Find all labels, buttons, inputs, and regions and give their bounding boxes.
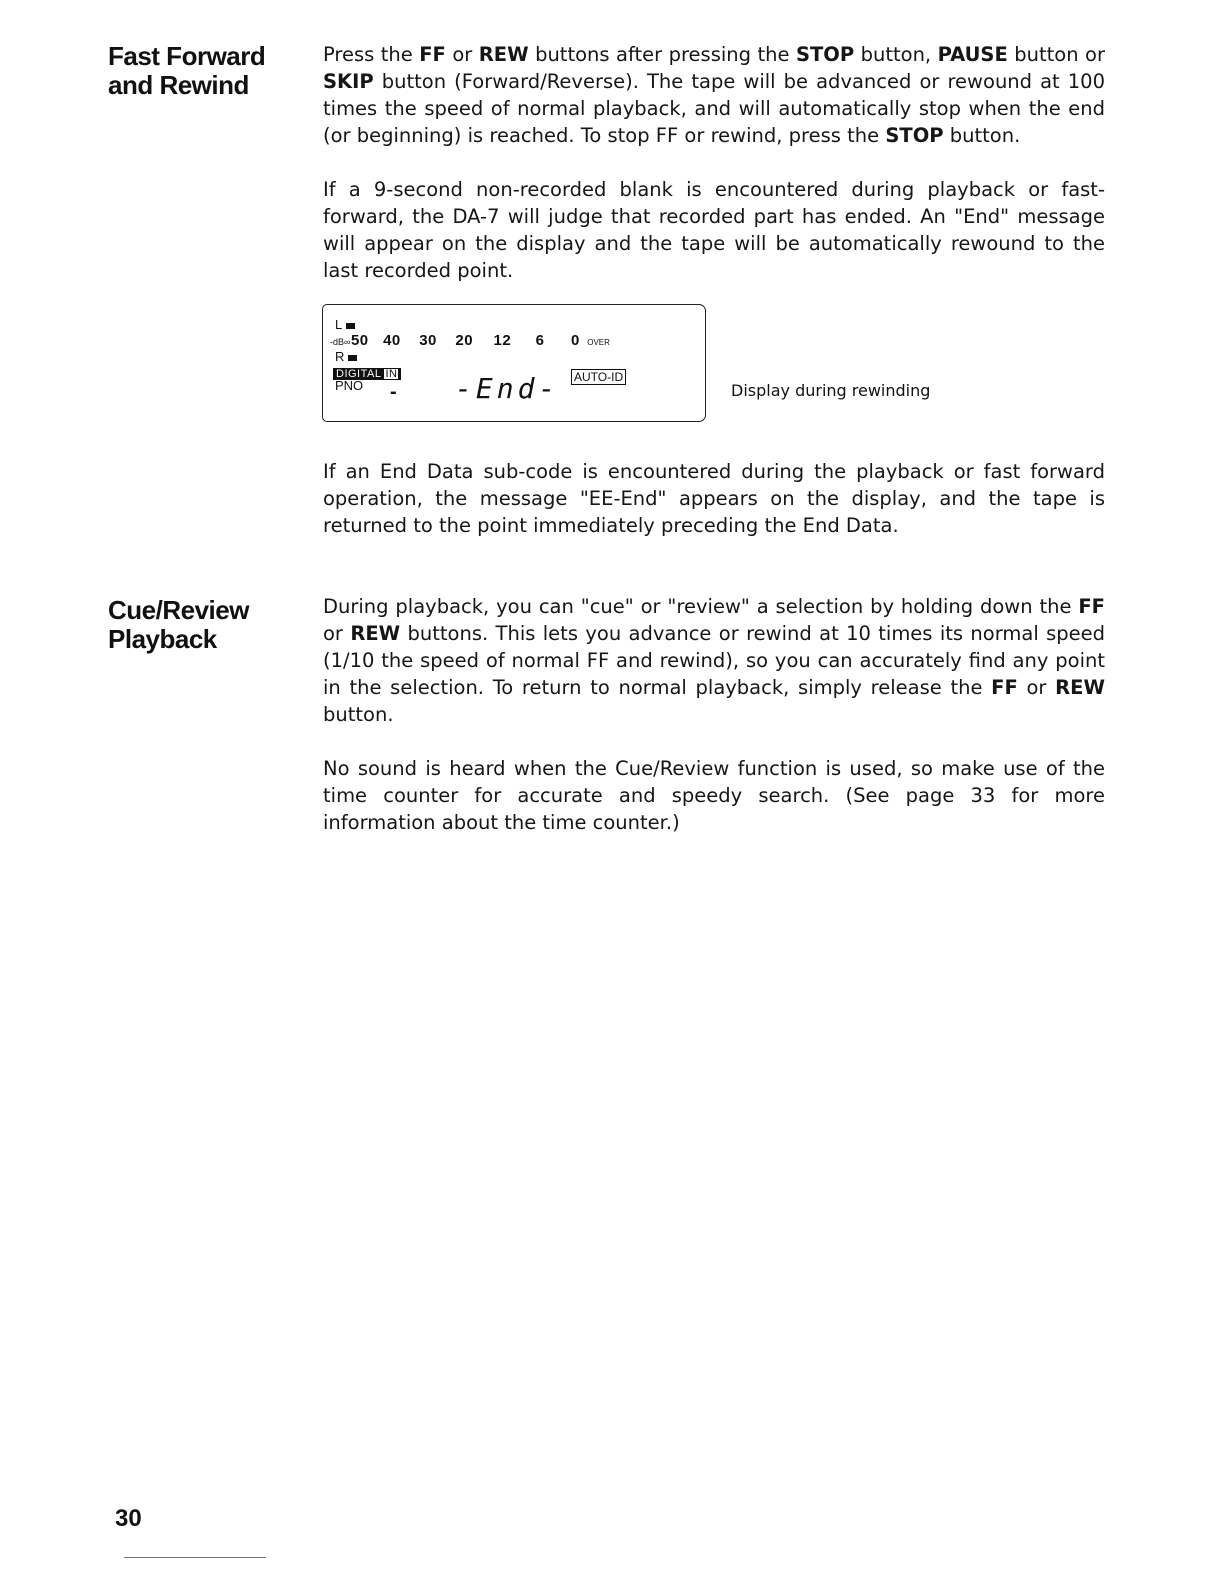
text-run: or — [1017, 676, 1056, 699]
lcd-display-illustration — [322, 304, 706, 422]
bold-term: PAUSE — [937, 43, 1008, 66]
text-run: button. — [943, 124, 1021, 147]
text-run: Press the — [323, 43, 420, 66]
right-channel-meter: R — [335, 349, 357, 364]
text-run: button, — [854, 43, 938, 66]
page-number: 30 — [115, 1505, 142, 1532]
text-run: buttons after pressing the — [528, 43, 796, 66]
text-run: buttons. This lets you advance or rewind at 10 times its normal speed (1/10 the speed of normal FF and rewind), so you can accurately find any point in the selection. To return to normal playback, simply release the — [323, 622, 1105, 699]
heading-line-2: and Rewind — [108, 70, 249, 100]
left-channel-meter: L — [335, 317, 355, 332]
pno-dash: - — [390, 381, 397, 403]
bold-term: FF — [419, 43, 446, 66]
paragraph-cue-review — [323, 593, 1105, 728]
heading-line-1: Cue/Review — [108, 595, 249, 625]
meter-bar — [346, 323, 355, 329]
bold-term: FF — [1078, 595, 1105, 618]
text-run: If an End Data sub-code is encountered during the playback or fast forward operation, the message "EE-End" appears on the display, and the tape is returned to the point immediately preceding the End Data. — [323, 460, 1105, 537]
bold-term: STOP — [885, 124, 944, 147]
display-caption: Display during rewinding — [731, 381, 931, 400]
bold-term: REW — [478, 43, 529, 66]
bold-term: FF — [991, 676, 1018, 699]
digital-in-indicator: DIGITAL IN — [333, 364, 401, 382]
text-run: button. — [323, 703, 394, 726]
section-heading-cue-review — [108, 596, 298, 654]
bold-term: REW — [1055, 676, 1105, 699]
paragraph-ee-end — [323, 458, 1105, 539]
text-run: No sound is heard when the Cue/Review function is used, so make use of the time counter for accurate and speedy search. (See page 33 for more information about the time counter.) — [323, 757, 1105, 834]
bold-term: REW — [350, 622, 401, 645]
text-run: If a 9-second non-recorded blank is encountered during playback or fast-forward, the DA-7 will judge that recorded part has ended. An "End" message will appear on the display and the tape will be automatically rewound to the last recorded point. — [323, 178, 1105, 282]
text-run: button or — [1007, 43, 1105, 66]
pno-indicator: PNO — [335, 378, 364, 393]
db-scale: -dB∞50 40 30 20 12 6 0 OVER — [330, 332, 610, 349]
section-heading-fast-forward — [108, 42, 298, 100]
paragraph-no-sound — [323, 755, 1105, 836]
heading-line-1: Fast Forward — [108, 41, 266, 71]
text-run: button (Forward/Reverse). The tape will be advanced or rewound at 100 times the speed of normal playback, and will automatically stop when the end (or beginning) is reached. To stop FF or rewind, press the — [323, 70, 1105, 147]
meter-bar — [348, 355, 357, 361]
bold-term: SKIP — [323, 70, 374, 93]
end-message: -End- — [455, 372, 560, 405]
text-run: During playback, you can "cue" or "review" a selection by holding down the — [323, 595, 1079, 618]
text-run: or — [445, 43, 479, 66]
bold-term: STOP — [795, 43, 855, 66]
paragraph-ff-rew-buttons — [323, 41, 1105, 149]
footer-rule — [124, 1557, 266, 1558]
auto-id-indicator: AUTO-ID — [571, 368, 626, 386]
paragraph-end-message — [323, 176, 1105, 284]
text-run: or — [323, 622, 351, 645]
heading-line-2: Playback — [108, 624, 217, 654]
